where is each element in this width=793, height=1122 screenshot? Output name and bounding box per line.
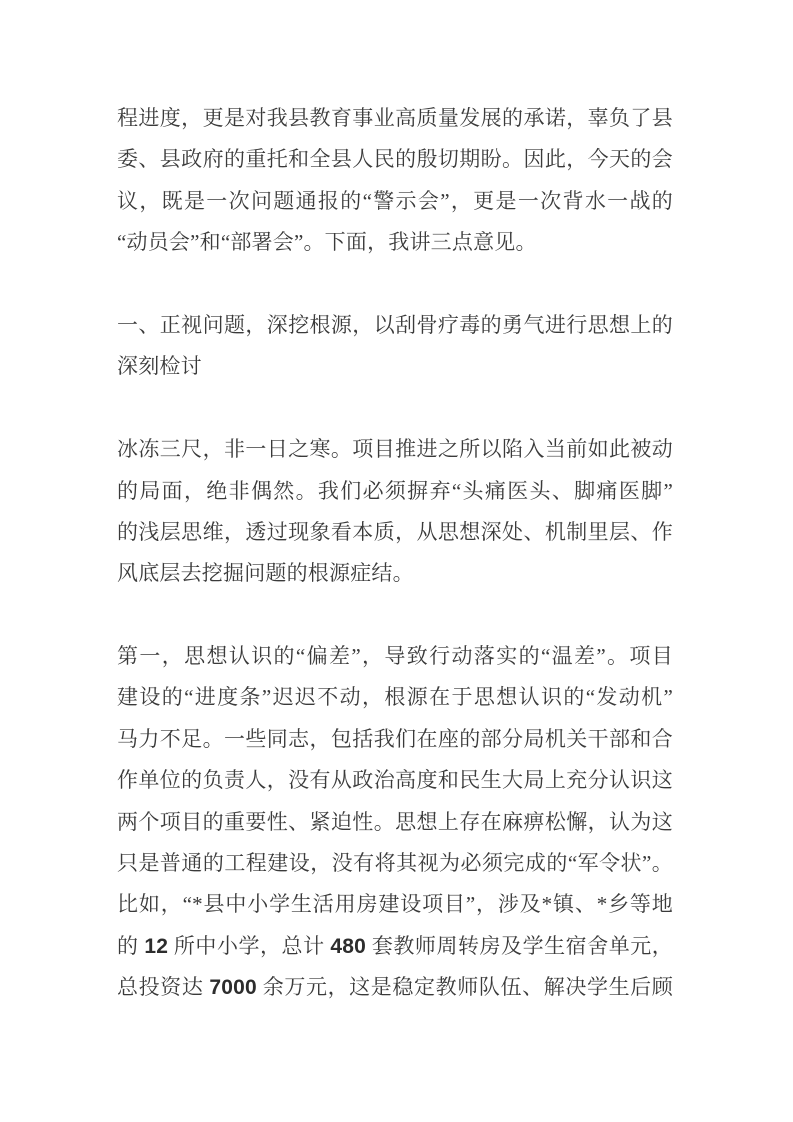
text-line: 比如，“*县中小学生活用房建设项目”，涉及*镇、*乡等地 [117, 892, 673, 917]
text-line: “动员会”和“部署会”。下面，我讲三点意见。 [117, 230, 537, 255]
text-line: 建设的“进度条”迟迟不动，根源在于思想认识的“发动机” [117, 685, 673, 710]
numeral: 7000 [209, 976, 257, 1000]
text-line: 只是普通的工程建设，没有将其视为必须完成的“军令状”。 [117, 851, 673, 876]
text-line: 两个项目的重要性、紧迫性。思想上存在麻痹松懈，认为这 [117, 809, 673, 834]
section-heading [117, 305, 673, 388]
text-line: 冰冻三尺，非一日之寒。项目推进之所以陷入当前如此被动 [117, 437, 673, 462]
text-line: 委、县政府的重托和全县人民的殷切期盼。因此，今天的会 [117, 147, 673, 172]
text-line: 议，既是一次问题通报的“警示会”，更是一次背水一战的 [117, 188, 673, 213]
text-line: 程进度，更是对我县教育事业高质量发展的承诺，辜负了县 [117, 106, 673, 130]
text-line: 的浅层思维，透过现象看本质，从思想深处、机制里层、作 [117, 519, 673, 544]
text-line: 风底层去挖掘问题的根源症结。 [117, 561, 414, 586]
text-line: 总投资达 7000 余万元，这是稳定教师队伍、解决学生后顾 [117, 975, 673, 1000]
paragraph [117, 98, 673, 264]
paragraph [117, 429, 673, 595]
text-line: 的局面，绝非偶然。我们必须摒弃“头痛医头、脚痛医脚” [117, 478, 673, 503]
text-line: 的 12 所中小学，总计 480 套教师周转房及学生宿舍单元， [117, 933, 674, 958]
text-line: 作单位的负责人，没有从政治高度和民生大局上充分认识这 [117, 768, 673, 793]
text-line: 深刻检讨 [117, 354, 202, 379]
paragraph [117, 636, 673, 1009]
numeral: 480 [330, 934, 367, 958]
numeral: 12 [144, 934, 169, 958]
text-line: 马力不足。一些同志，包括我们在座的部分局机关干部和合 [117, 726, 673, 751]
text-line: 第一，思想认识的“偏差”，导致行动落实的“温差”。项目 [117, 644, 673, 669]
text-line: 一、正视问题，深挖根源，以刮骨疗毒的勇气进行思想上的 [117, 312, 673, 337]
